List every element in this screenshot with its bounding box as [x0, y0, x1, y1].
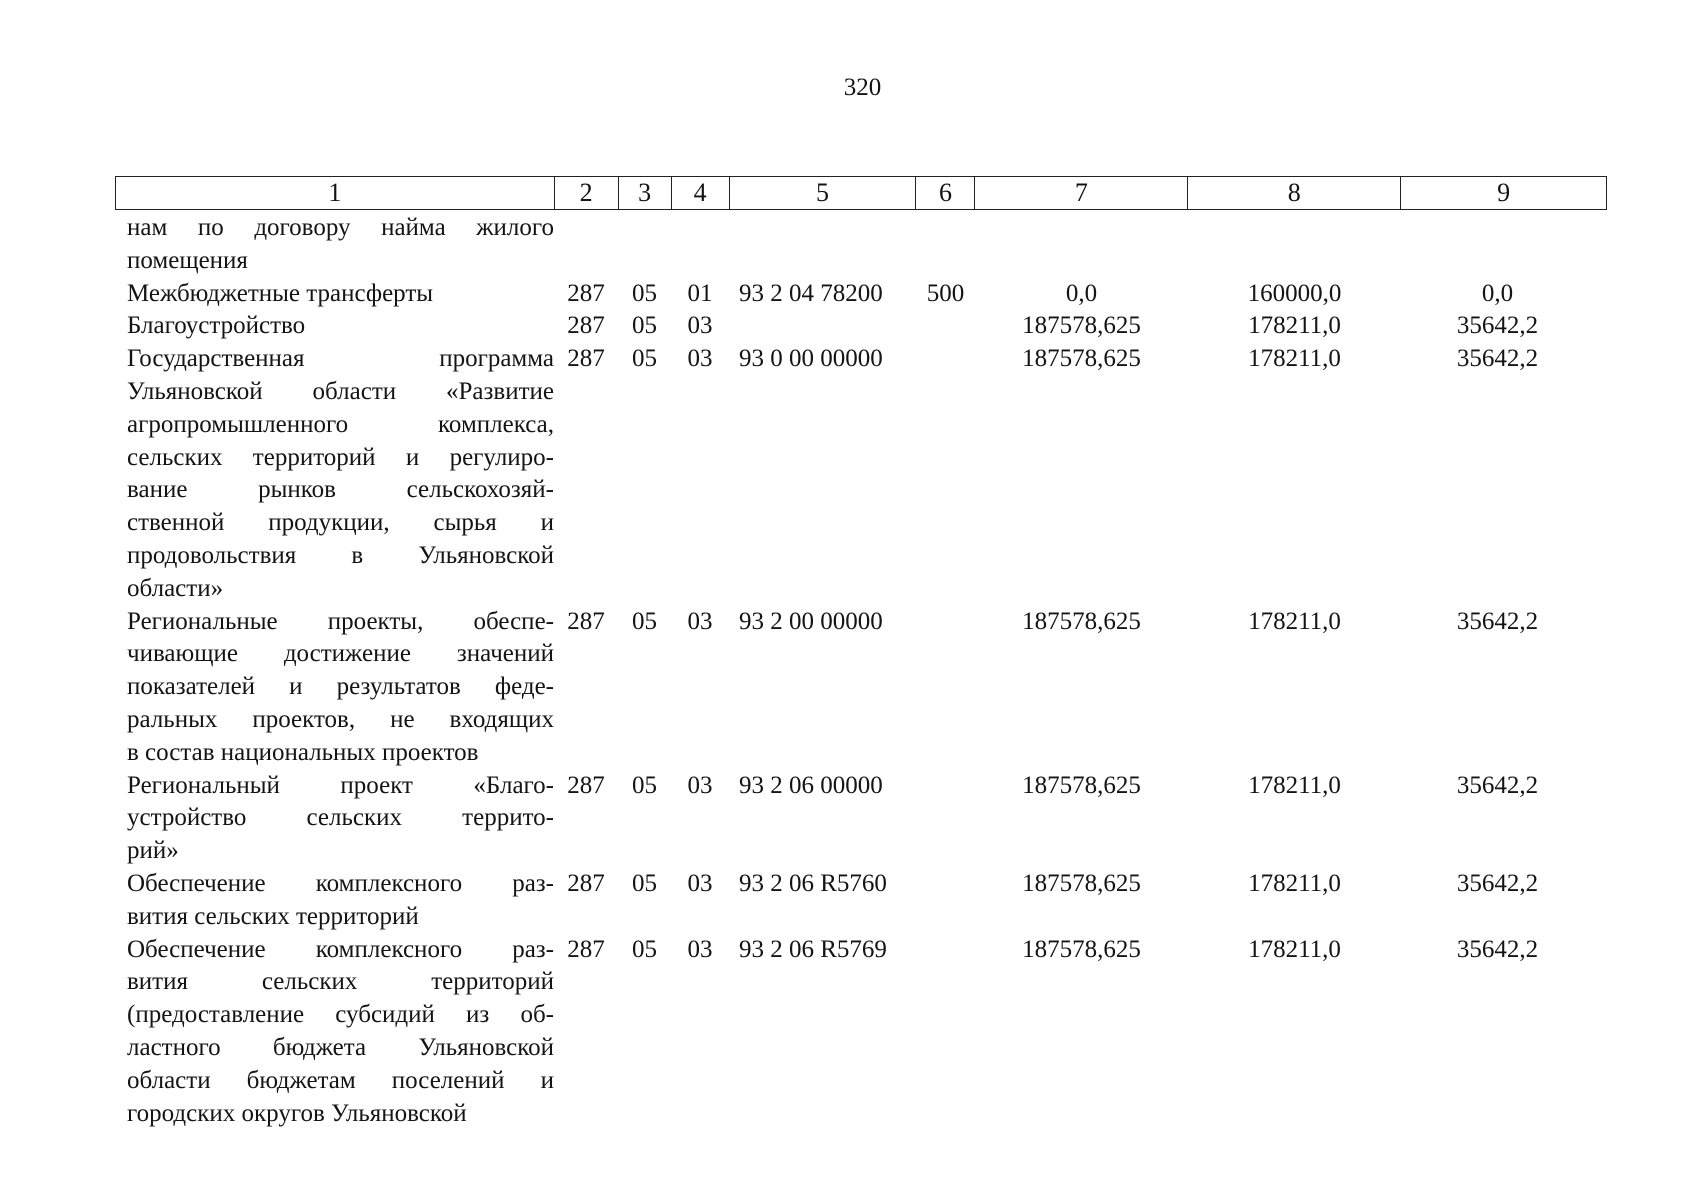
row-value-8: 178211,0 [1248, 935, 1341, 963]
row-code-4: 03 [687, 869, 713, 897]
page-number: 320 [843, 74, 882, 101]
row-value-7: 187578,625 [1022, 935, 1141, 963]
row-code-2: 287 [567, 607, 605, 635]
row-description-line: вития сельских территорий [127, 968, 554, 996]
row-description-line: ральных проектов, не входящих [127, 705, 554, 733]
row-description [115, 770, 554, 868]
row-description [115, 606, 554, 770]
row-value-8: 178211,0 [1248, 345, 1341, 373]
row-description-line: Региональный проект «Благо- [127, 771, 554, 799]
row-code-4: 03 [687, 771, 713, 799]
row-code-2: 287 [567, 869, 605, 897]
row-value-7: 187578,625 [1022, 771, 1141, 799]
row-code-4: 01 [687, 279, 713, 307]
row-code-2: 287 [567, 345, 605, 373]
column-header-9: 9 [1497, 178, 1511, 207]
table-row [115, 310, 1607, 343]
row-description-line: Межбюджетные трансферты [127, 279, 434, 307]
row-code-4: 03 [687, 312, 713, 340]
row-value-9: 35642,2 [1456, 935, 1539, 963]
row-code-6: 500 [926, 279, 965, 307]
row-value-7: 187578,625 [1022, 312, 1141, 340]
row-description-line: сельских территорий и регулиро- [127, 443, 554, 471]
row-description-line: Государственная программа [127, 345, 554, 373]
row-value-7 [975, 212, 1188, 278]
row-code-5: 93 2 00 00000 [739, 607, 883, 635]
row-description-line: помещения [127, 246, 248, 274]
row-description-line: Региональные проекты, обеспе- [127, 607, 554, 635]
row-code-3: 05 [632, 771, 657, 799]
row-description-line: устройство сельских террито- [127, 804, 554, 832]
row-code-6 [916, 868, 975, 934]
row-code-2: 287 [567, 312, 605, 340]
row-description-line: в состав национальных проектов [127, 738, 479, 766]
column-header-3: 3 [619, 177, 672, 209]
row-code-6 [916, 212, 975, 278]
row-value-9: 35642,2 [1456, 869, 1539, 897]
row-code-3: 05 [632, 935, 657, 963]
row-value-8: 178211,0 [1248, 607, 1341, 635]
row-code-2: 287 [567, 771, 605, 799]
row-description-line: городских округов Ульяновской [127, 1099, 467, 1127]
column-header-5: 5 [730, 177, 917, 209]
row-description [115, 212, 554, 278]
row-description-line: нам по договору найма жилого [127, 214, 554, 241]
row-code-6 [916, 606, 975, 770]
row-value-9: 35642,2 [1456, 607, 1539, 635]
row-code-3: 05 [632, 345, 657, 373]
row-description-line: агропромышленного комплекса, [127, 410, 554, 438]
row-description-line: рий» [127, 837, 179, 865]
row-description [115, 868, 554, 934]
row-description-line: области бюджетам поселений и [127, 1066, 554, 1094]
row-value-8 [1188, 212, 1401, 278]
row-code-5: 93 2 06 R5769 [739, 935, 887, 963]
row-code-4: 03 [687, 345, 713, 373]
row-value-9: 35642,2 [1456, 312, 1539, 340]
row-description-line: чивающие достижение значений [127, 640, 554, 668]
row-value-9: 35642,2 [1456, 345, 1539, 373]
row-description-line: вание рынков сельскохозяй- [127, 476, 554, 504]
row-code-4 [671, 212, 729, 278]
row-code-3 [618, 212, 671, 278]
row-description-line: ственной продукции, сырья и [127, 509, 554, 537]
row-description-line: показателей и результатов феде- [127, 673, 554, 701]
row-value-7: 187578,625 [1022, 345, 1141, 373]
row-description [115, 934, 554, 1131]
row-code-5 [729, 212, 916, 278]
row-description-line: Обеспечение комплексного раз- [127, 869, 554, 897]
row-description-line: области» [127, 574, 224, 602]
row-description-line: продовольствия в Ульяновской [127, 541, 554, 569]
row-description-line: Благоустройство [127, 312, 306, 340]
row-description [115, 278, 554, 311]
column-header-8: 8 [1188, 177, 1401, 209]
table-body [115, 212, 1607, 1130]
row-description-line: (предоставление субсидий из об- [127, 1001, 554, 1029]
table-row [115, 868, 1607, 934]
row-code-2: 287 [567, 279, 605, 307]
row-code-3: 05 [632, 607, 657, 635]
table-row [115, 770, 1607, 868]
row-code-2: 287 [567, 935, 605, 963]
row-code-5: 93 2 06 00000 [739, 771, 883, 799]
column-header-7: 7 [975, 177, 1188, 209]
table-row [115, 278, 1607, 311]
row-value-7: 0,0 [1065, 279, 1098, 307]
row-description-line: Обеспечение комплексного раз- [127, 935, 554, 963]
row-value-8: 178211,0 [1248, 312, 1341, 340]
table-header [115, 176, 1607, 210]
row-description-line: Ульяновской области «Развитие [127, 377, 554, 405]
row-code-4: 03 [687, 935, 713, 963]
row-value-8: 178211,0 [1248, 869, 1341, 897]
row-value-9: 35642,2 [1456, 771, 1539, 799]
row-description-line: ластного бюджета Ульяновской [127, 1033, 554, 1061]
row-code-2 [554, 212, 618, 278]
column-header-2: 2 [555, 177, 619, 209]
row-code-5: 93 2 04 78200 [739, 279, 883, 307]
table-row [115, 343, 1607, 605]
row-code-5 [729, 310, 916, 343]
row-value-8: 178211,0 [1248, 771, 1341, 799]
column-header-6: 6 [916, 177, 975, 209]
row-code-4: 03 [687, 607, 713, 635]
row-description [115, 310, 554, 343]
row-code-5: 93 2 06 R5760 [739, 869, 887, 897]
row-code-6 [916, 310, 975, 343]
column-header-1: 1 [116, 177, 555, 209]
row-value-7: 187578,625 [1022, 607, 1141, 635]
row-code-3: 05 [632, 869, 657, 897]
row-code-6 [916, 934, 975, 1131]
table-row [115, 606, 1607, 770]
row-code-3: 05 [632, 279, 657, 307]
row-code-6 [916, 343, 975, 605]
row-value-9 [1401, 212, 1606, 278]
row-code-3: 05 [632, 312, 657, 340]
table-row [115, 212, 1607, 278]
row-value-9: 0,0 [1481, 279, 1514, 307]
row-code-6 [916, 770, 975, 868]
table-row [115, 934, 1607, 1131]
row-description-line: вития сельских территорий [127, 902, 419, 930]
row-value-7: 187578,625 [1022, 869, 1141, 897]
row-description [115, 343, 554, 605]
row-value-8: 160000,0 [1247, 279, 1342, 307]
row-code-5: 93 0 00 00000 [739, 345, 883, 373]
column-header-4: 4 [672, 177, 730, 209]
